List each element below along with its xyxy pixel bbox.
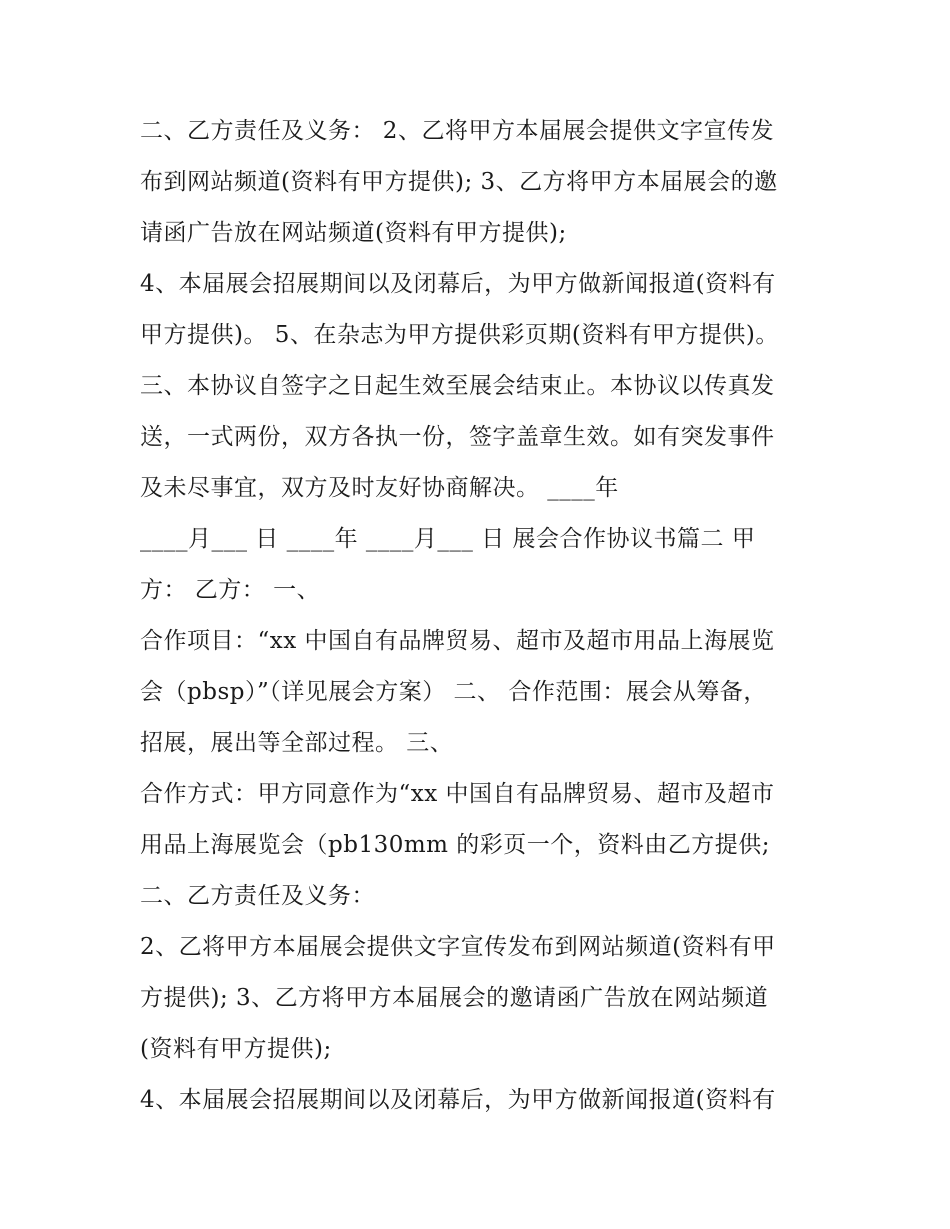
- text-line: 及未尽事宜，双方及时友好协商解决。 ____年: [140, 475, 619, 501]
- text-line: 会（pbsp）”（详见展会方案） 二、 合作范围：展会从筹备，: [140, 679, 767, 705]
- text-line: 4、本届展会招展期间以及闭幕后，为甲方做新闻报道(资料有: [140, 1087, 776, 1113]
- document-body: [140, 106, 820, 1126]
- text-line: 方： 乙方： 一、: [140, 577, 321, 603]
- text-line: 方提供); 3、乙方将甲方本届展会的邀请函广告放在网站频道: [140, 985, 769, 1011]
- text-line: 甲方提供)。 5、在杂志为甲方提供彩页期(资料有甲方提供)。: [140, 322, 779, 348]
- text-line: 二、乙方责任及义务：: [140, 883, 375, 909]
- text-line: 二、乙方责任及义务： 2、乙将甲方本届展会提供文字宣传发: [140, 118, 774, 144]
- text-line: 三、本协议自签字之日起生效至展会结束止。本协议以传真发: [140, 373, 775, 399]
- text-line: 请函广告放在网站频道(资料有甲方提供);: [140, 220, 567, 246]
- text-line: 送，一式两份，双方各执一份，签字盖章生效。如有突发事件: [140, 424, 775, 450]
- text-line: 合作项目：“xx 中国自有品牌贸易、超市及超市用品上海展览: [140, 628, 775, 654]
- text-line: ____月___ 日 ____年 ____月___ 日 展会合作协议书篇二 甲: [140, 526, 756, 552]
- text-line: 用品上海展览会（pb130mm 的彩页一个，资料由乙方提供;: [140, 832, 771, 858]
- text-line: 2、乙将甲方本届展会提供文字宣传发布到网站频道(资料有甲: [140, 934, 776, 960]
- text-line: 合作方式：甲方同意作为“xx 中国自有品牌贸易、超市及超市: [140, 781, 775, 807]
- text-line: 招展，展出等全部过程。 三、: [140, 730, 454, 756]
- text-line: 4、本届展会招展期间以及闭幕后，为甲方做新闻报道(资料有: [140, 271, 776, 297]
- text-line: 布到网站频道(资料有甲方提供); 3、乙方将甲方本届展会的邀: [140, 169, 778, 195]
- text-line: (资料有甲方提供);: [140, 1036, 332, 1062]
